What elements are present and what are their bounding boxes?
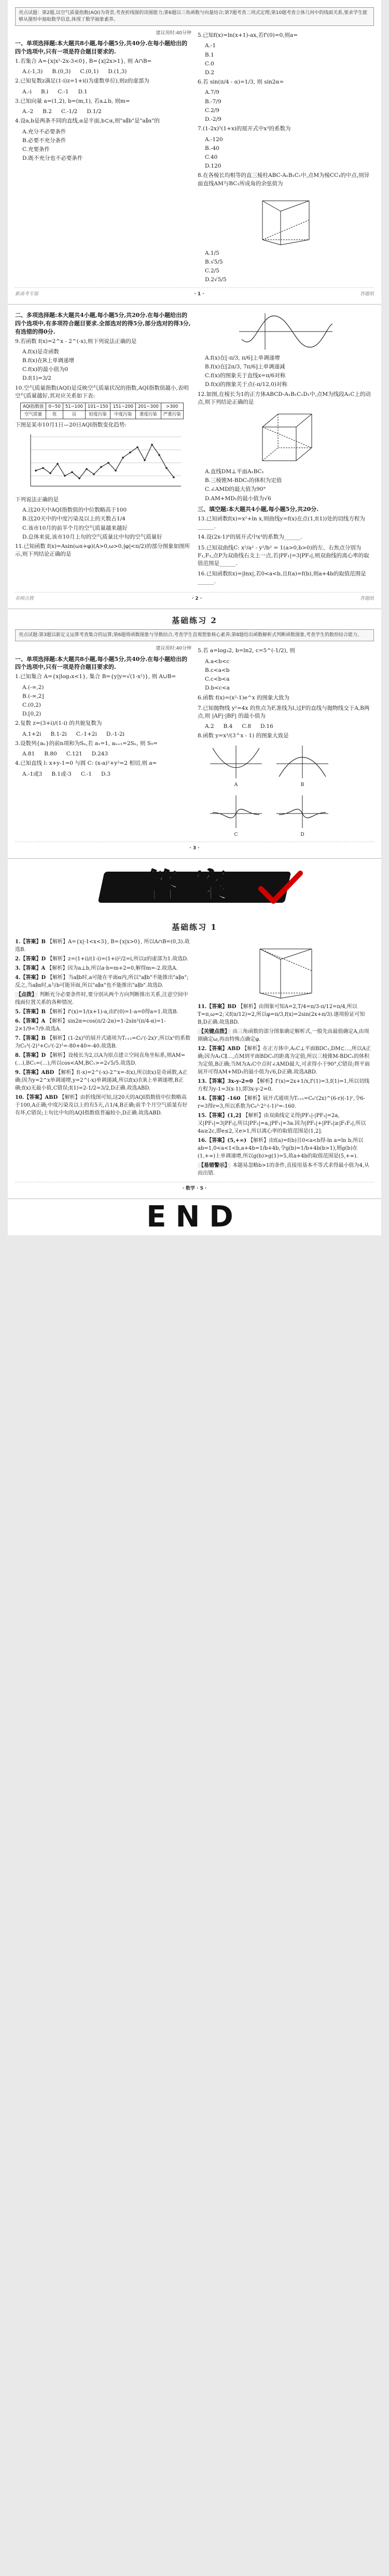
question-5: 5.已知f(x)=ln(x+1)-ax,若f'(0)=0,则a= [198, 32, 298, 39]
option[interactable]: C.c<b<a [205, 676, 230, 683]
answer-banner [8, 859, 381, 916]
footer-logo: 新高考专版 [15, 291, 39, 297]
option[interactable]: D.120 [205, 163, 221, 170]
option[interactable]: C.8 [242, 723, 252, 730]
question-12: 12.如图,在棱长为1的正方体ABCD-A₁B₁C₁D₁中,点M为线段A₁C上的动点,则下列结论正确的是 [198, 391, 371, 405]
question-2: 2.复数 z=(3+i)/(1-i) 的共轭复数为 [15, 720, 102, 727]
options-q1 [15, 68, 191, 76]
solution-text: 【解析】由f(a)=f(b)且0<a<b得-ln a=ln b,所以ab=1,0<a<1<b,a+4b=1/b+4b,令g(b)=1/b+4b(b>1),则g(b)在(1,+∞)上单调递增,所以g(b)>g(1)=5,故a+4b的取值范围是(5,+∞). [198, 1137, 364, 1159]
question-9: 9.若函数 f(x)=2^x - 2^(-x),则下列说法正确的是 [15, 338, 137, 345]
solution-item [198, 1137, 374, 1160]
options-q8 [198, 250, 374, 284]
solution-item [15, 974, 191, 989]
solution-tag: 6.【答案】A [15, 1018, 46, 1024]
options-q5 [198, 42, 374, 77]
solution-text: 【解析】由双曲线定义得|PF₁|-|PF₂|=2a,又|PF₁|=3|PF₂|,所以|PF₂|=a,|PF₁|=3a.因为|PF₁|+|PF₂|≥|F₁F₂|,所以4a≥2c,即e≤2,又e>1,所以离心率的取值范围是(1,2]. [198, 1112, 366, 1134]
question-6: 6.若 sin(π/4 - α)=1/3, 则 sin2α= [198, 79, 284, 86]
option[interactable]: B.2 [43, 108, 52, 115]
question-15: 15.已知双曲线C: x²/a² - y²/b² = 1(a>0,b>0)的左、右焦点分别为F₁,F₂,点P为双曲线右支上一点,若|PF₁|=3|PF₂|,则双曲线的离心率的取值范围是______. [198, 544, 369, 567]
solution-item [15, 955, 191, 963]
solution-text: 【解析】z=(1+i)/(1-i)=(1+i)²/2=i,所以z的虚部为1.故选D. [47, 956, 189, 962]
graph-a-figure [207, 743, 265, 779]
option[interactable]: A.这20天中AQI指数值的中位数略高于100 [22, 507, 127, 514]
options-q3 [15, 750, 191, 758]
option[interactable]: D.f(1)=3/2 [22, 375, 51, 382]
question-6: 6.函数 f(x)=(x²-1)e^x 的图象大致为 [198, 694, 289, 701]
graph-option-c[interactable] [205, 793, 267, 838]
answer-heading: 答案 [146, 867, 243, 906]
solution-item [198, 1045, 374, 1076]
solution-tip [15, 991, 191, 1007]
option[interactable]: A.1+2i [22, 731, 41, 737]
option[interactable]: A.充分不必要条件 [22, 128, 66, 135]
option[interactable]: C.0 [205, 60, 214, 67]
option[interactable]: D.-1-2i [106, 731, 125, 737]
option[interactable]: B.-7/9 [205, 98, 221, 105]
option[interactable]: B.这20天中的中度污染及以上的天数占1/4 [22, 516, 126, 522]
solution-text: 【解析】当a∥b时,a可能在平面α内,所以"a∥b"不能推出"a∥α";反之,当a∥α时,a与b可能异面,所以"a∥α"也不能推出"a∥b".故选D. [15, 974, 189, 988]
solution-item [15, 938, 191, 954]
question-1: 1.已知集合 A={x|log₂x<1}, 集合 B={y|y=√(1-x²)}, 则 A∪B= [15, 673, 176, 680]
solution-tag: 【易错警示】 [199, 1162, 230, 1168]
option[interactable]: C.40 [205, 154, 218, 160]
solution-text: 【解析】因为a⊥b,所以a·b=m+2=0,解得m=-2.故选A. [47, 965, 178, 971]
solution-item [15, 1008, 191, 1016]
solution-item [15, 965, 191, 972]
options-q12 [198, 468, 374, 503]
solution-tag: 9.【答案】ABD [15, 1069, 54, 1076]
option[interactable]: C.2/9 [205, 107, 219, 114]
solution-item [15, 1035, 191, 1050]
graph-c-figure [207, 793, 265, 829]
solution-item [198, 1078, 374, 1093]
option[interactable]: C.(0,1) [80, 68, 99, 75]
page-footer [15, 287, 374, 299]
aqi-table [20, 403, 184, 419]
option[interactable]: A.2 [205, 723, 214, 730]
question-10-chart-intro: 下图是某市10月1日—20日AQI指数变化趋势: [15, 421, 127, 428]
option[interactable]: D.1/2 [87, 108, 102, 115]
solution-text: 【解析】sin2α=cos(π/2-2α)=1-2sin²(π/4-α)=1-2×1/9=7/9.故选A. [15, 1018, 166, 1032]
right-column [198, 30, 374, 284]
option[interactable]: B.1-2i [50, 731, 67, 737]
time-hint: 建议用时:40分钟 [156, 31, 191, 36]
solution-tag: 13.【答案】3x-y-2=0 [198, 1078, 253, 1084]
solution-tag: 【点拨】 [16, 991, 37, 998]
page-number: · 1 · [194, 291, 204, 297]
table-cell: 中度污染 [110, 411, 136, 419]
option[interactable]: B.三棱锥M-BDC₁的体积为定值 [205, 477, 282, 484]
option[interactable]: C.-1+2i [76, 731, 97, 737]
solution-text: 【解析】在正方体中,A₁C⊥平面BDC₁,DM⊂…,所以A正确;因为A₁C∥…,点M到平面BDC₁的距离为定值,所以三棱锥M-BDC₁的体积为定值,B正确;当M为A₁C中点时∠AMD最大,可求得小于90°,C错误;将平面展开可得AM+MD₁的最小值为√6,D正确.故选ABD. [198, 1045, 371, 1075]
table-cell: 良 [63, 411, 85, 419]
graph-option-b[interactable] [271, 743, 334, 789]
solution-tag: 7.【答案】B [15, 1035, 46, 1041]
option[interactable]: A.81 [22, 751, 35, 757]
option[interactable]: A.-2 [22, 108, 34, 115]
question-4: 4.设a,b是两条不同的直线,α是平面,b⊂α,则"a∥b"是"a∥α"的 [15, 118, 160, 125]
answers-left-column [15, 936, 191, 1179]
left-column [15, 645, 191, 838]
question-1: 1.若集合 A={x|x²-2x-3<0}, B={x|2x>1}, 则 A∩B= [15, 58, 152, 65]
footer-logo: 名师点拨 [15, 596, 34, 601]
solution-text: 【解析】(1-2x)⁵的展开式通项为Tᵣ₊₁=C₅ʳ(-2x)ʳ,所以x³的系数为C₅³(-2)³+C₅²(-2)²=-80+40=-40.故选B. [15, 1035, 191, 1049]
option[interactable]: C.-1/2 [61, 108, 78, 115]
question-13: 13.已知函数f(x)=x²+ln x,则曲线y=f(x)在点(1,f(1))处的切线方程为______. [198, 515, 365, 530]
option[interactable]: A.a<b<c [205, 658, 230, 665]
option[interactable]: A.(-1,3) [22, 68, 43, 75]
left-column [15, 309, 191, 589]
options-q9 [15, 348, 191, 383]
option[interactable]: D.1 [78, 88, 88, 95]
option[interactable]: D.243 [91, 751, 108, 757]
graph-d-figure [274, 793, 331, 829]
options-q7 [198, 723, 374, 731]
question-10-prompt: 下列说法正确的是 [15, 496, 59, 503]
option[interactable]: A.-1 [205, 43, 216, 49]
solution-text: 【解析】f(-x)=2^(-x)-2^x=-f(x),所以f(x)是奇函数,A正确;因为y=2^x单调递增,y=2^(-x)单调递减,所以f(x)在R上单调递增,B正确;f(x)无最小值,C错误;f(1)=2-1/2=3/2,D正确.故选ABD. [15, 1069, 188, 1091]
worksheet-page [8, 0, 381, 1235]
question-7: 7.已知抛物线 y²=4x 的焦点为F,准线为l,过F的直线与抛物线交于A,B两点,则 |AF|·|BF| 的最小值为 [198, 705, 370, 719]
option[interactable]: D.2 [205, 69, 215, 76]
option[interactable]: B.-40 [205, 145, 219, 151]
graph-option-d[interactable] [271, 793, 334, 838]
highlight-banner: 亮点试题:第3题以新定义运算考查集合的运算;第6题将函数图象与导数结合,考查学生直观想象核心素养;第8题给出函数解析式判断函数图象,考查学生的数形结合能力。 [15, 629, 374, 641]
time-hint: 建议用时:40分钟 [156, 646, 191, 652]
solution-tag: 2.【答案】D [15, 956, 46, 962]
solution-text: 【解析】由图象可知A=2,T/4=π/3-π/12=π/4,所以T=π,ω=2;又f(π/12)=2,所以φ=π/3,f(x)=2sin(2x+π/3).逐项验证可知B,D正确.故选BD. [198, 1003, 365, 1025]
table-cell: 重度污染 [136, 411, 161, 419]
option[interactable]: A.1/5 [205, 250, 219, 256]
table-cell: 0~50 [46, 403, 63, 411]
end-text: END [146, 1200, 243, 1234]
solution-item [15, 1094, 191, 1117]
sine-graph-figure [234, 311, 338, 352]
solution-text: 由三角函数的部分图象确定解析式,一般先由最值确定A,由周期确定ω,再由特殊点确定φ. [198, 1028, 369, 1042]
page-number: · 数学 · 5 · [182, 1186, 207, 1191]
solution-text: 【解析】f'(x)=2x+1/x,f'(1)=3,f(1)=1,所以切线方程为y-1=3(x-1),即3x-y-2=0. [198, 1078, 370, 1092]
solution-item [198, 1095, 374, 1110]
graph-option-a[interactable] [205, 743, 267, 789]
page-footer [15, 842, 374, 853]
table-cell: 空气质量 [21, 411, 46, 419]
table-cell: 轻度污染 [85, 411, 110, 419]
question-3: 3.已知向量 a=(1,2), b=(m,1), 若a⊥b, 则m= [15, 98, 130, 104]
table-cell: 优 [46, 411, 63, 419]
solution-item [15, 1052, 191, 1067]
option[interactable]: D.(1,3) [108, 68, 127, 75]
graph-label: A [234, 782, 238, 788]
page-2 [8, 305, 381, 609]
option[interactable]: A.-1或3 [22, 770, 43, 777]
option[interactable]: A.-i [22, 88, 32, 95]
option[interactable]: D.3 [101, 770, 111, 777]
solution-tag: 12.【答案】ABD [198, 1045, 241, 1052]
option[interactable]: B.(-∞,2] [22, 693, 44, 699]
options-q2 [15, 88, 191, 96]
options-q4 [15, 770, 191, 778]
table-cell: 严重污染 [161, 411, 183, 419]
question-11: 11.已知函数 f(x)=Asin(ωx+φ)(A>0,ω>0,|φ|<π/2)的部分图象如图所示,则下列结论正确的是 [15, 543, 190, 558]
solution-tag: 10.【答案】ABD [15, 1094, 58, 1100]
solution-text: 判断充分必要条件时,要分别从两个方向判断推出关系,注意空间中线面位置关系的各种情况. [15, 991, 188, 1005]
option[interactable]: D.f(x)的图象关于点(-π/12,0)对称 [205, 381, 287, 388]
answers-right-column [198, 936, 374, 1179]
graph-label: B [300, 782, 304, 788]
options-q3 [15, 108, 191, 116]
option[interactable]: C.(0,2) [22, 702, 41, 709]
option[interactable]: B.√5/5 [205, 259, 223, 266]
option[interactable]: D.2√5/5 [205, 277, 227, 283]
option[interactable]: B.(0,3) [52, 68, 71, 75]
option[interactable]: B.1或-3 [51, 770, 72, 777]
solution-tag: 11.【答案】BD [198, 1003, 237, 1010]
option[interactable]: B.必要不充分条件 [22, 137, 66, 144]
option[interactable]: C.充要条件 [22, 146, 50, 153]
question-4: 4.已知直线 l: x+y-1=0 与圆 C: (x-a)²+y²=2 相切,则 a= [15, 760, 157, 767]
graph-options [198, 743, 374, 838]
solution-text: 【解析】由折线图可知,这20天的AQI指数值中位数略高于100,A正确;中度污染及以上的有5天,占1/4,B正确;前半个月空气质量有好有坏,C错误;上旬比中旬的AQI指数值普遍较小,D正确.故选ABD. [15, 1094, 188, 1116]
answers-title: 基础练习 1 [172, 922, 217, 932]
section-heading: 一、单项选择题:本大题共8小题,每小题5分,共40分.在每小题给出的四个选项中,只有一项是符合题目要求的. [15, 40, 188, 56]
answers-page [8, 916, 381, 1199]
option[interactable]: C.∠AMD的最大值为90° [205, 486, 266, 493]
question-8: 8.函数 y=x³/(3^x - 1) 的图象大致是 [198, 733, 289, 739]
page-footer [15, 1182, 374, 1193]
table-cell: 51~100 [63, 403, 85, 411]
page-title: 基础练习 2 [172, 615, 217, 625]
solution-prism-figure [244, 939, 327, 1001]
option[interactable]: C.该市10月的前半个月的空气质量越来越好 [22, 525, 128, 531]
option[interactable]: C.-1 [58, 88, 69, 95]
solution-tag: 5.【答案】B [15, 1009, 46, 1015]
prism-figure [252, 190, 319, 247]
solution-tip [198, 1162, 374, 1177]
options-q11 [198, 354, 374, 389]
option[interactable]: B.f(x)在[2π/3, 7π/6]上单调递减 [205, 363, 285, 370]
question-14: 14.设(2x-1)⁶的展开式中x³的系数为______. [198, 534, 302, 541]
solution-tag: 【关键点拨】 [199, 1028, 230, 1035]
option[interactable]: A.(-∞,2) [22, 684, 44, 691]
option[interactable]: D.既不充分也不必要条件 [22, 155, 83, 162]
options-q4 [15, 128, 191, 163]
question-2: 2.已知复数z满足(1-i)z=1+i(i为虚数单位),则z的虚部为 [15, 78, 149, 85]
option[interactable]: B.f(x)在R上单调递增 [22, 357, 74, 364]
page-number: · 3 · [189, 845, 200, 851]
cube-figure [255, 409, 317, 466]
options-q10 [15, 506, 191, 541]
solution-item [15, 1017, 191, 1033]
question-8: 8.在各棱长均相等的直三棱柱ABC-A₁B₁C₁中,点M为棱CC₁的中点,则异面直线AM与BC₁所成角的余弦值为 [198, 172, 370, 187]
footer-right-logo: 答题纸 [359, 596, 374, 601]
left-column [15, 30, 191, 284]
option[interactable]: C.f(x)的最小值为0 [22, 366, 68, 373]
options-q5 [198, 658, 374, 693]
solution-text: 本题易忽略b>1的条件,直接用基本不等式求得最小值为4,从而出错. [198, 1162, 370, 1176]
table-cell: 101~150 [85, 403, 110, 411]
table-cell: 151~200 [110, 403, 136, 411]
section-heading: 三、填空题:本大题共4小题,每小题5分,共20分. [198, 505, 319, 513]
footer-right-logo: 答题纸 [359, 291, 374, 297]
option[interactable]: A.-120 [205, 136, 223, 143]
option[interactable]: B.i [40, 88, 49, 95]
aqi-line-chart [20, 432, 186, 494]
solution-text: 【解析】f'(x)=1/(x+1)-a,由f'(0)=1-a=0得a=1.故选B. [47, 1009, 178, 1015]
option[interactable]: D.b<c<a [205, 685, 230, 692]
question-7: 7.(1-2x)⁵(1+x)的展开式中x³的系数为 [198, 126, 291, 132]
solution-tag: 16.【答案】(5,+∞) [198, 1137, 247, 1144]
page-1 [8, 0, 381, 305]
solution-text: 【解析】设棱长为2,以A为原点建立空间直角坐标系,则AM=(…),BC₁=(…),所以cos<AM,BC₁>=2√5/5.故选D. [15, 1052, 186, 1066]
page-3 [8, 609, 381, 859]
options-q1 [15, 684, 191, 719]
section-heading: 一、单项选择题:本大题共8小题,每小题5分,共40分.在每小题给出的四个选项中,只有一项是符合题目要求的. [15, 655, 188, 671]
right-column [198, 309, 374, 589]
question-16: 16.已知函数f(x)=|lnx|,若0<a<b,且f(a)=f(b),则a+4b的取值范围是______. [198, 571, 366, 585]
page-number: · 2 · [191, 596, 202, 601]
option[interactable]: B.c<a<b [205, 667, 230, 673]
solution-tag: 1.【答案】B [15, 939, 46, 945]
solution-item [198, 1112, 374, 1135]
option[interactable]: B.80 [44, 751, 57, 757]
section-heading: 二、多项选择题:本大题共4小题,每小题5分,共20分.在每小题给出的四个选项中,有多项符合题目要求.全部选对的得5分,部分选对的得3分,有选错的得0分. [15, 311, 191, 335]
question-3: 3.设数列{aₙ}的前n项和为Sₙ,若 a₁=1, aₙ₊₁=2Sₙ, 则 S₅= [15, 740, 158, 747]
options-q2 [15, 731, 191, 738]
solution-tag: 8.【答案】D [15, 1052, 46, 1058]
solution-tip [198, 1028, 374, 1043]
solution-item [15, 1069, 191, 1092]
option[interactable]: D.16 [260, 723, 273, 730]
table-cell: AQI指数值 [21, 403, 46, 411]
option[interactable]: A.f(x)在[-π/3, π/6]上单调递增 [205, 354, 280, 361]
graph-label: D [300, 832, 304, 837]
graph-label: C [234, 832, 238, 837]
graph-b-figure [274, 743, 331, 779]
table-cell: >300 [161, 403, 183, 411]
options-q6 [198, 89, 374, 123]
question-10: 10.空气质量指数(AQI)是反映空气质量状况的指数,AQI指数值越小,表明空气质量越好,其对应关系如下表: [15, 384, 189, 399]
solution-tag: 3.【答案】A [15, 965, 46, 971]
option[interactable]: C.-1 [80, 770, 92, 777]
table-cell: 201~300 [136, 403, 161, 411]
option[interactable]: A.7/9 [205, 89, 219, 96]
solution-text: 【解析】展开式通项为Tᵣ₊₁=C₆ʳ(2x)^(6-r)(-1)ʳ,令6-r=3得r=3,所以系数为C₆³·2³·(-1)³=-160. [198, 1095, 365, 1109]
option[interactable]: C.f(x)的图象关于直线x=π/6对称 [205, 373, 286, 379]
right-column [198, 645, 374, 838]
checkmark-icon [257, 869, 303, 905]
question-5: 5.若 a=log₃2, b=ln2, c=5^(-1/2), 则 [198, 648, 295, 654]
option[interactable]: A.f(x)是奇函数 [22, 348, 59, 355]
option[interactable]: D.总体来说,该市10月上旬的空气质量比中旬的空气质量好 [22, 533, 162, 540]
highlight-banner: 亮点试题：第2题,以空气质量指数(AQI)为背景,考查折线图的读图能力;第6题以三角函数与向量结合;第7题考查二项式定理;第10题考查立体几何中的线面关系,要求学生能够从图形中抽取数学信息,体现了数学抽象素养。 [15, 7, 374, 26]
solution-text: 【解析】A={x|-1<x<3}, B={x|x>0}, 所以A∩B=(0,3).故选B. [15, 939, 190, 953]
page-footer [15, 592, 374, 603]
option[interactable]: D.AM+MD₁的最小值为√6 [205, 495, 271, 502]
option[interactable]: C.121 [66, 751, 82, 757]
solution-tag: 4.【答案】D [15, 974, 46, 981]
option[interactable]: D.[0,2) [22, 711, 41, 718]
options-q7 [198, 136, 374, 171]
option[interactable]: A.直线DM⊥平面A₁BC₁ [205, 469, 264, 475]
solution-tag: 15.【答案】(1,2] [198, 1112, 242, 1119]
option[interactable]: C.2/5 [205, 268, 219, 274]
option[interactable]: B.4 [223, 723, 233, 730]
option[interactable]: B.1 [205, 51, 214, 58]
option[interactable]: D.-2/9 [205, 116, 221, 123]
end-banner [8, 1199, 381, 1235]
solution-item [198, 1003, 374, 1026]
solution-tag: 14.【答案】-160 [198, 1095, 241, 1101]
